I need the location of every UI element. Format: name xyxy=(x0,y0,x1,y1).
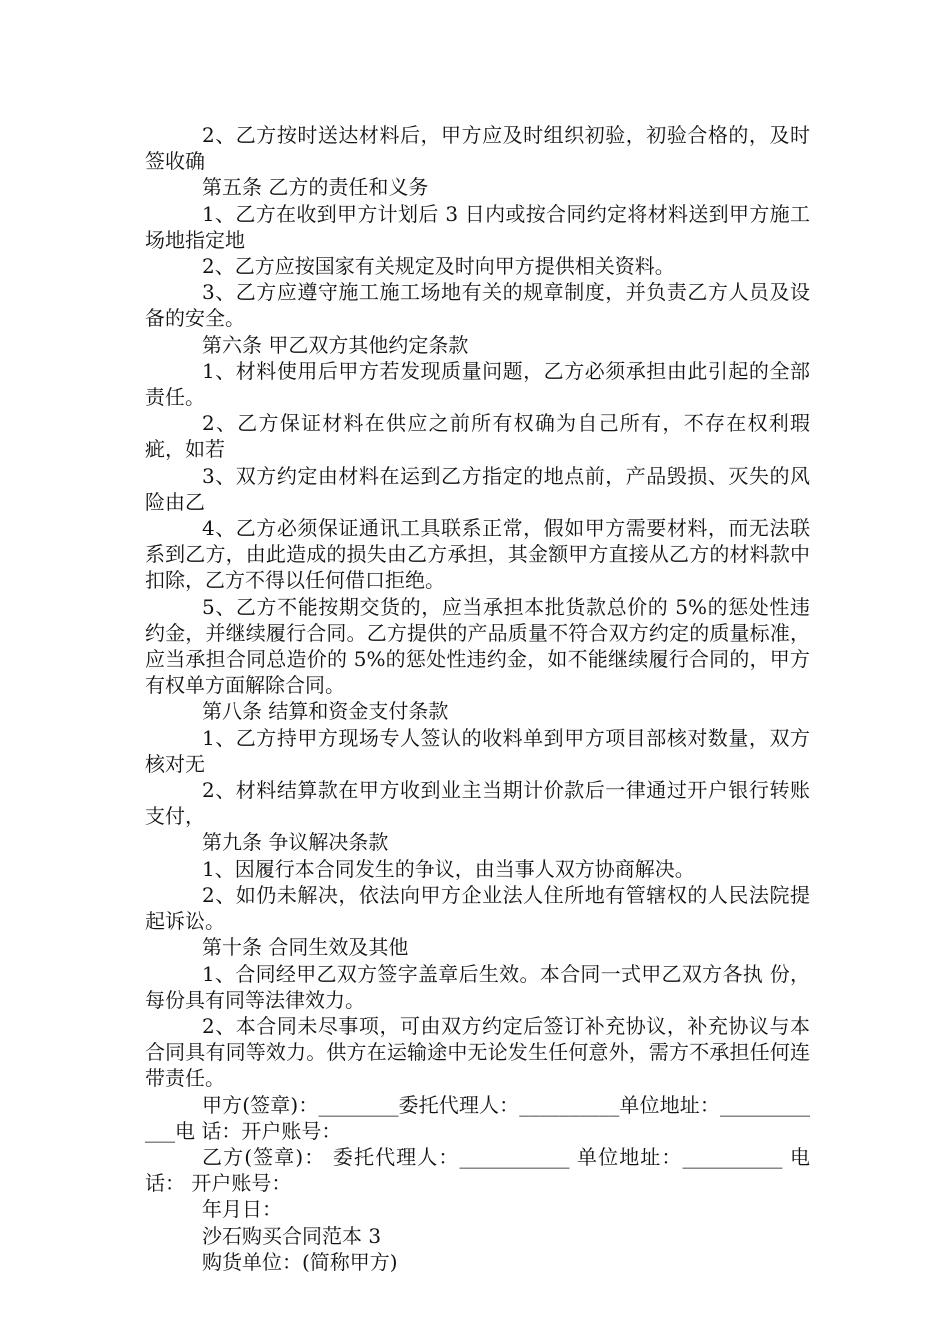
clause-6-item-1: 1、材料使用后甲方若发现质量问题，乙方必须承担由此引起的全部责任。 xyxy=(145,358,810,410)
article-8-heading: 第八条 结算和资金支付条款 xyxy=(202,699,449,724)
article-10-heading: 第十条 合同生效及其他 xyxy=(202,935,409,960)
clause-6-item-4: 4、乙方必须保证通讯工具联系正常，假如甲方需要材料，而无法联系到乙方，由此造成的损失由乙方承担，其金额甲方直接从乙方的材料款中扣除，乙方不得以任何借口拒绝。 xyxy=(145,516,810,593)
clause-8-item-2: 2、材料结算款在甲方收到业主当期计价款后一律通过开户银行转账支付， xyxy=(145,778,810,829)
article-9-heading: 第九条 争议解决条款 xyxy=(202,830,389,855)
clause-5-item-2: 2、乙方应按国家有关规定及时向甲方提供相关资料。 xyxy=(202,254,675,279)
buyer-unit-line: 购货单位：(简称甲方) xyxy=(202,1249,398,1274)
clause-5-item-1: 1、乙方在收到甲方计划后 3 日内或按合同约定将材料送到甲方施工场地指定地 xyxy=(145,201,810,252)
clause-6-item-5: 5、乙方不能按期交货的，应当承担本批货款总价的 5%的惩处性违约金，并继续履行合同。乙方提供的产品质量不符合双方约定的质量标准，应当承担合同总造价的 5%的惩处性违约金，如不能继续履行合同的，甲方有权单方面解除合同。 xyxy=(145,594,810,698)
clause-6-item-2: 2、乙方保证材料在供应之前所有权确为自己所有，不存在权利瑕疵，如若 xyxy=(145,411,810,462)
date-line: 年月日： xyxy=(202,1197,282,1222)
next-template-title: 沙石购买合同范本 3 xyxy=(202,1223,382,1248)
clause-9-item-1: 1、因履行本合同发生的争议，由当事人双方协商解决。 xyxy=(202,856,695,881)
article-6-heading: 第六条 甲乙双方其他约定条款 xyxy=(202,332,469,357)
clause-8-item-1: 1、乙方持甲方现场专人签认的收料单到甲方项目部核对数量，双方核对无 xyxy=(145,725,810,776)
party-b-signature-line: 乙方(签章)： 委托代理人：___________ 单位地址：__________ 电 话： 开户账号： xyxy=(145,1144,817,1196)
clause-9-item-2: 2、如仍未解决，依法向甲方企业法人住所地有管辖权的人民法院提起诉讼。 xyxy=(145,882,810,934)
clause-10-item-1: 1、合同经甲乙双方签字盖章后生效。本合同一式甲乙双方各执 份，每份具有同等法律效力。 xyxy=(145,961,810,1012)
party-a-signature-line: 甲方(签章)：________委托代理人：__________单位地址：____________电 话：开户账号： xyxy=(145,1092,810,1143)
document-page xyxy=(145,122,817,1275)
clause-4-item-2: 2、乙方按时送达材料后，甲方应及时组织初验，初验合格的，及时签收确 xyxy=(145,123,810,174)
article-5-heading: 第五条 乙方的责任和义务 xyxy=(202,175,429,200)
clause-10-item-2: 2、本合同未尽事项，可由双方约定后签订补充协议，补充协议与本合同具有同等效力。供方在运输途中无论发生任何意外，需方不承担任何连带责任。 xyxy=(145,1013,810,1091)
clause-5-item-3: 3、乙方应遵守施工施工场地有关的规章制度，并负责乙方人员及设备的安全。 xyxy=(145,280,810,331)
clause-6-item-3: 3、双方约定由材料在运到乙方指定的地点前，产品毁损、灭失的风险由乙 xyxy=(145,463,810,514)
